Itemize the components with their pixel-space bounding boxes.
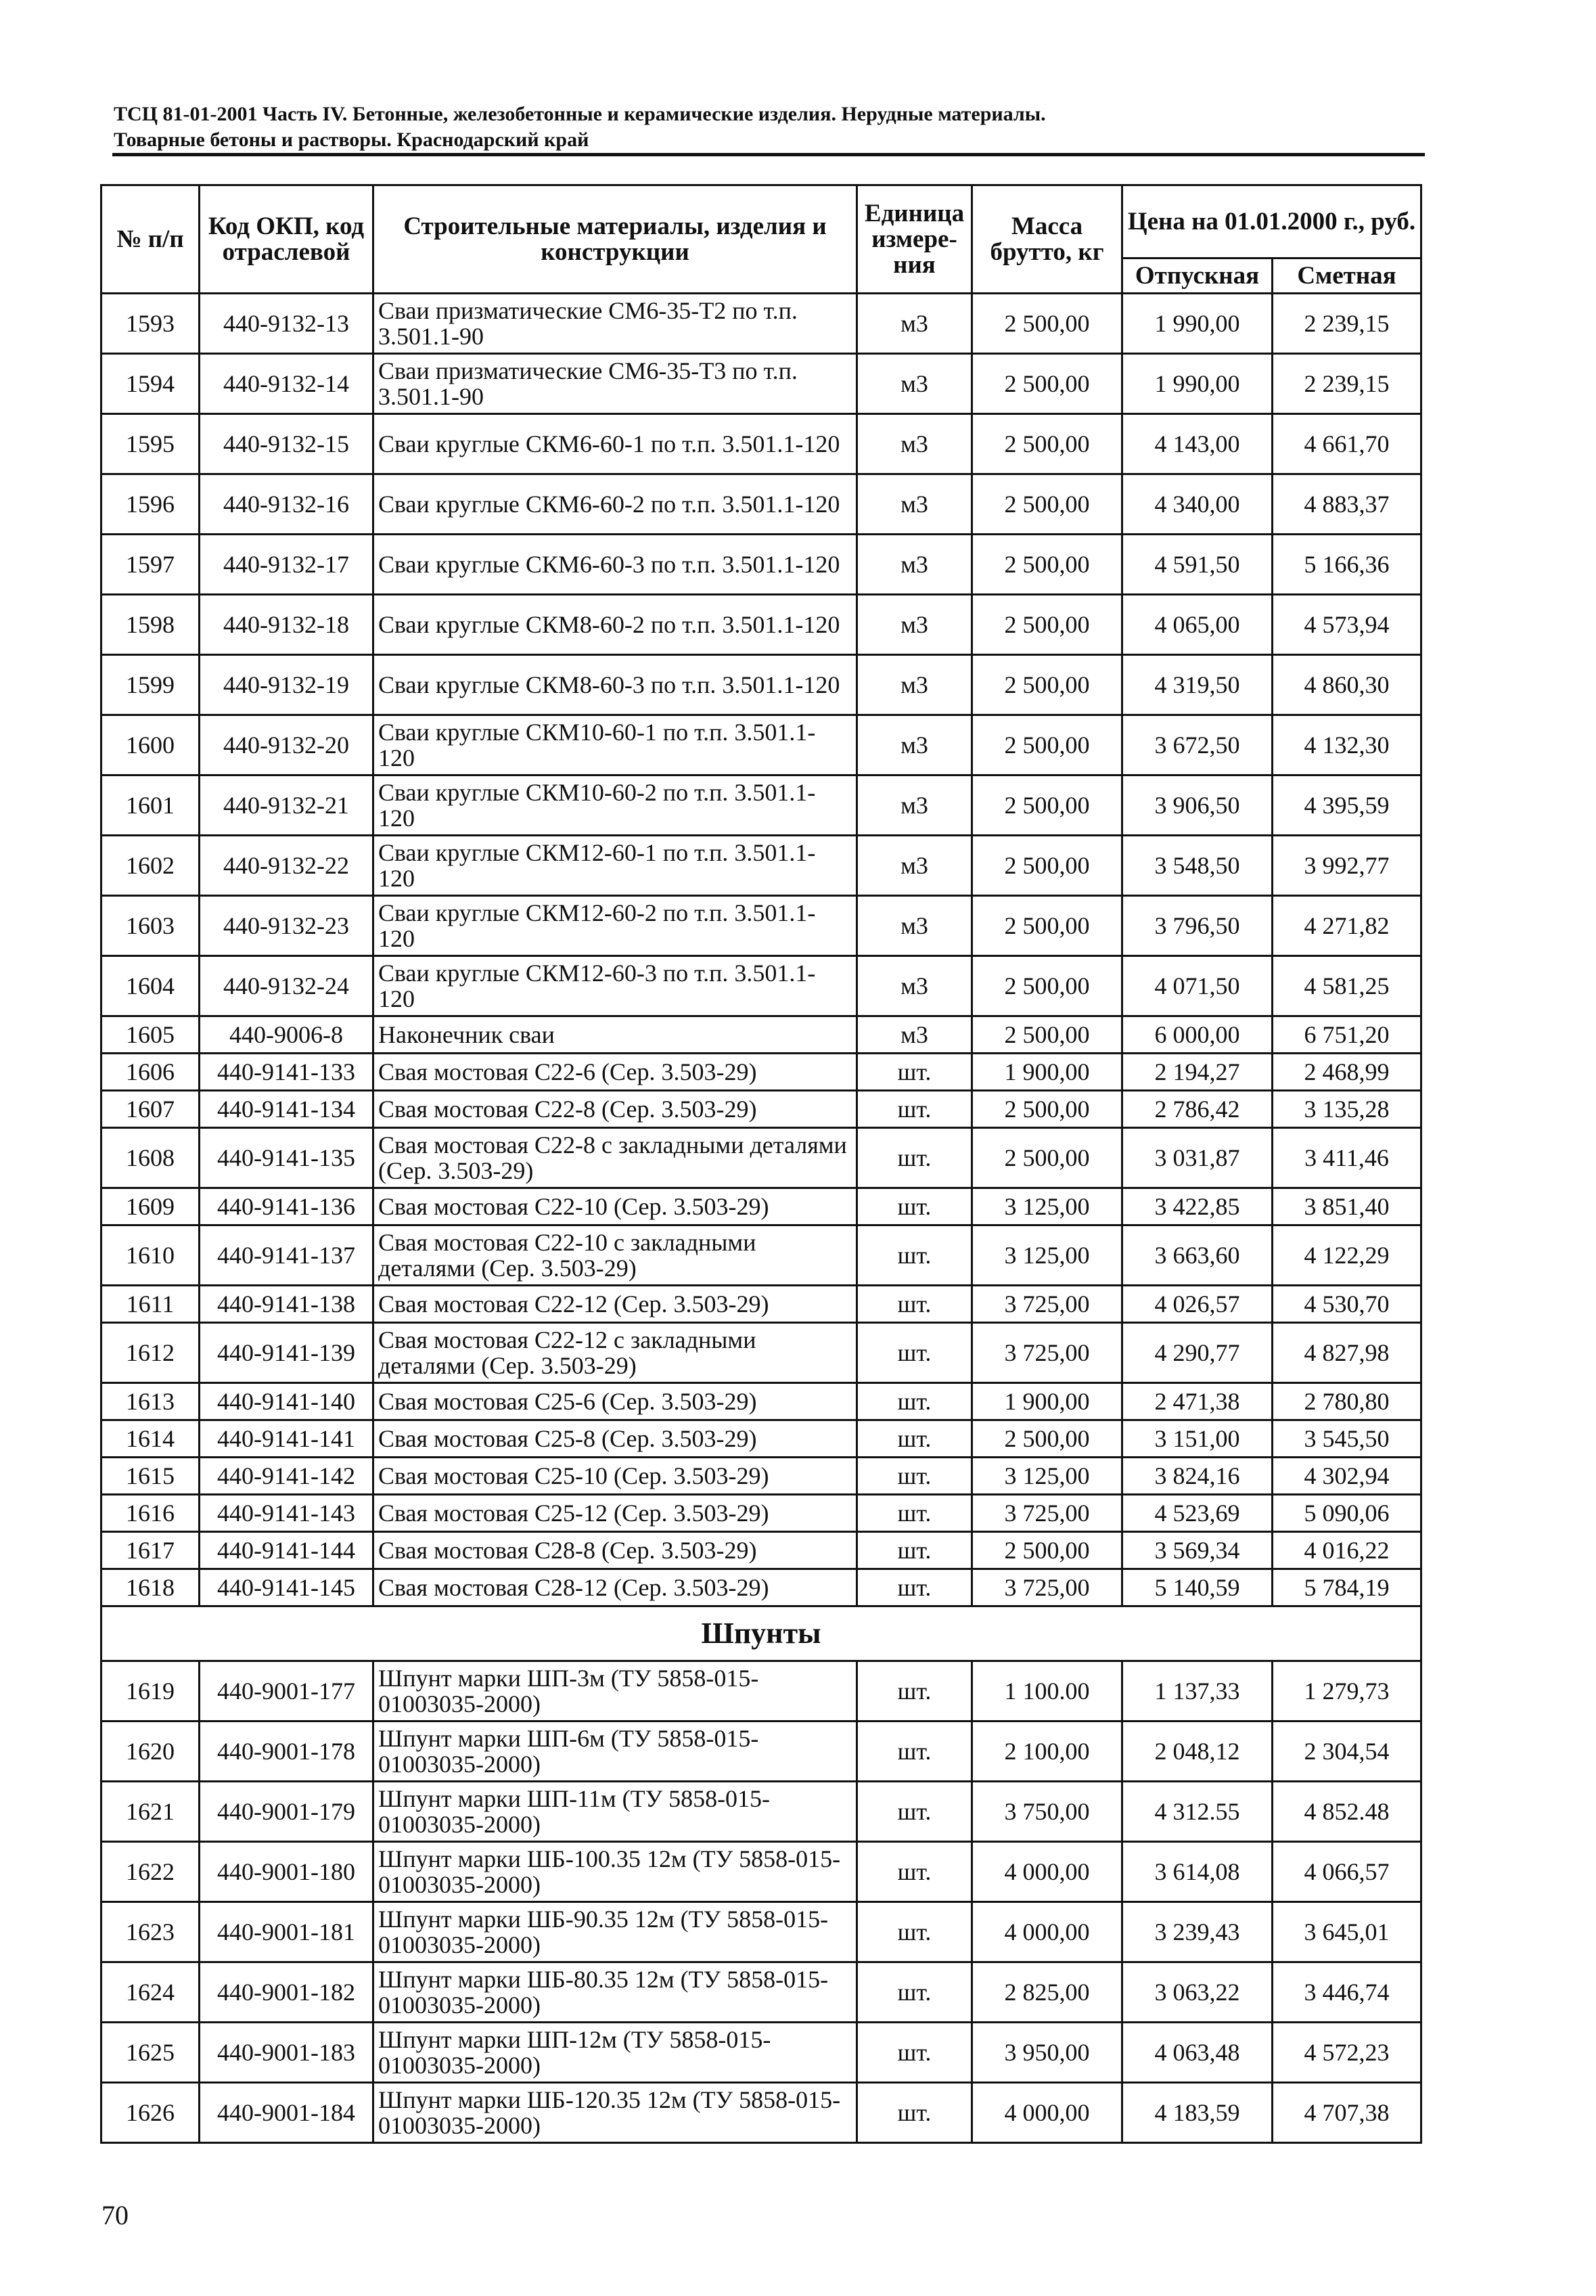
row-price-estimate: 1 279,73 xyxy=(1273,1661,1421,1721)
row-price-estimate: 2 239,15 xyxy=(1273,294,1421,354)
row-mass: 2 500,00 xyxy=(972,354,1122,414)
table-row xyxy=(101,1842,1421,1902)
row-unit: м3 xyxy=(857,595,972,655)
row-unit: м3 xyxy=(857,474,972,535)
row-number: 1599 xyxy=(101,655,200,715)
row-price-estimate: 5 166,36 xyxy=(1273,535,1421,595)
row-price-release: 3 824,16 xyxy=(1122,1458,1273,1495)
row-price-release: 4 312.55 xyxy=(1122,1782,1273,1842)
row-number: 1606 xyxy=(101,1054,200,1091)
row-price-estimate: 4 852.48 xyxy=(1273,1782,1421,1842)
row-name: Сваи круглые СКМ12-60-2 по т.п. 3.501.1-120 xyxy=(373,896,857,956)
row-price-estimate: 5 784,19 xyxy=(1273,1569,1421,1606)
row-name: Свая мостовая С28-8 (Сер. 3.503-29) xyxy=(373,1532,857,1569)
table-row xyxy=(101,1128,1421,1188)
row-price-estimate: 3 135,28 xyxy=(1273,1091,1421,1128)
row-price-release: 3 663,60 xyxy=(1122,1225,1273,1286)
row-code: 440-9001-183 xyxy=(200,2023,373,2083)
row-price-estimate: 4 395,59 xyxy=(1273,775,1421,836)
row-price-estimate: 4 860,30 xyxy=(1273,655,1421,715)
row-price-release: 3 796,50 xyxy=(1122,896,1273,956)
row-name: Сваи круглые СКМ8-60-3 по т.п. 3.501.1-120 xyxy=(373,655,857,715)
table-row xyxy=(101,535,1421,595)
row-unit: м3 xyxy=(857,535,972,595)
row-unit: шт. xyxy=(857,1569,972,1606)
row-code: 440-9141-142 xyxy=(200,1458,373,1495)
row-price-release: 4 591,50 xyxy=(1122,535,1273,595)
row-price-release: 4 319,50 xyxy=(1122,655,1273,715)
row-name: Сваи круглые СКМ6-60-1 по т.п. 3.501.1-120 xyxy=(373,414,857,474)
row-number: 1618 xyxy=(101,1569,200,1606)
row-price-estimate: 4 581,25 xyxy=(1273,956,1421,1016)
row-name: Свая мостовая С22-12 с закладными деталями (Сер. 3.503-29) xyxy=(373,1323,857,1383)
row-price-release: 4 183,59 xyxy=(1122,2083,1273,2143)
row-code: 440-9132-22 xyxy=(200,836,373,896)
row-number: 1613 xyxy=(101,1383,200,1420)
table-row xyxy=(101,1286,1421,1323)
row-unit: шт. xyxy=(857,1661,972,1721)
row-name: Шпунт марки ШБ-100.35 12м (ТУ 5858-015-01003035-2000) xyxy=(373,1842,857,1902)
row-price-estimate: 4 827,98 xyxy=(1273,1323,1421,1383)
row-price-estimate: 3 545,50 xyxy=(1273,1420,1421,1458)
table-row xyxy=(101,836,1421,896)
table-row xyxy=(101,1569,1421,1606)
row-mass: 3 725,00 xyxy=(972,1495,1122,1532)
row-price-release: 1 990,00 xyxy=(1122,294,1273,354)
row-name: Свая мостовая С25-8 (Сер. 3.503-29) xyxy=(373,1420,857,1458)
row-unit: шт. xyxy=(857,1902,972,1962)
row-number: 1602 xyxy=(101,836,200,896)
row-name: Наконечник сваи xyxy=(373,1016,857,1054)
row-price-release: 3 548,50 xyxy=(1122,836,1273,896)
table-row xyxy=(101,655,1421,715)
row-unit: шт. xyxy=(857,1420,972,1458)
row-name: Сваи круглые СКМ12-60-1 по т.п. 3.501.1-120 xyxy=(373,836,857,896)
row-mass: 2 500,00 xyxy=(972,836,1122,896)
row-unit: шт. xyxy=(857,1532,972,1569)
row-code: 440-9141-135 xyxy=(200,1128,373,1188)
row-number: 1615 xyxy=(101,1458,200,1495)
row-price-release: 4 143,00 xyxy=(1122,414,1273,474)
row-unit: м3 xyxy=(857,715,972,775)
row-name: Шпунт марки ШП-11м (ТУ 5858-015-01003035-2000) xyxy=(373,1782,857,1842)
row-mass: 3 125,00 xyxy=(972,1458,1122,1495)
row-number: 1601 xyxy=(101,775,200,836)
row-name: Свая мостовая С22-12 (Сер. 3.503-29) xyxy=(373,1286,857,1323)
row-mass: 2 500,00 xyxy=(972,775,1122,836)
col-mass-header: Масса брутто, кг xyxy=(972,185,1122,294)
row-mass: 1 900,00 xyxy=(972,1054,1122,1091)
table-row xyxy=(101,1962,1421,2023)
row-price-estimate: 4 122,29 xyxy=(1273,1225,1421,1286)
table-row xyxy=(101,294,1421,354)
row-price-estimate: 2 239,15 xyxy=(1273,354,1421,414)
row-price-estimate: 4 302,94 xyxy=(1273,1458,1421,1495)
row-price-release: 4 340,00 xyxy=(1122,474,1273,535)
row-code: 440-9141-145 xyxy=(200,1569,373,1606)
row-number: 1620 xyxy=(101,1721,200,1782)
table-row xyxy=(101,595,1421,655)
row-price-estimate: 4 573,94 xyxy=(1273,595,1421,655)
price-table xyxy=(100,184,1422,2144)
row-number: 1595 xyxy=(101,414,200,474)
row-code: 440-9001-178 xyxy=(200,1721,373,1782)
row-mass: 2 500,00 xyxy=(972,715,1122,775)
row-price-release: 3 614,08 xyxy=(1122,1842,1273,1902)
row-unit: шт. xyxy=(857,2083,972,2143)
table-row xyxy=(101,1225,1421,1286)
table-row xyxy=(101,1383,1421,1420)
row-mass: 3 750,00 xyxy=(972,1782,1122,1842)
row-number: 1619 xyxy=(101,1661,200,1721)
col-price-header: Цена на 01.01.2000 г., руб. xyxy=(1122,185,1421,258)
row-name: Сваи призматические СМ6-35-Т3 по т.п. 3.501.1-90 xyxy=(373,354,857,414)
row-code: 440-9132-23 xyxy=(200,896,373,956)
table-row xyxy=(101,2083,1421,2143)
row-code: 440-9001-180 xyxy=(200,1842,373,1902)
row-price-estimate: 4 016,22 xyxy=(1273,1532,1421,1569)
row-unit: м3 xyxy=(857,836,972,896)
row-price-release: 4 071,50 xyxy=(1122,956,1273,1016)
row-code: 440-9132-18 xyxy=(200,595,373,655)
row-name: Свая мостовая С25-10 (Сер. 3.503-29) xyxy=(373,1458,857,1495)
row-price-release: 3 031,87 xyxy=(1122,1128,1273,1188)
row-unit: м3 xyxy=(857,354,972,414)
row-mass: 3 950,00 xyxy=(972,2023,1122,2083)
row-number: 1623 xyxy=(101,1902,200,1962)
row-price-estimate: 5 090,06 xyxy=(1273,1495,1421,1532)
header-line-2: Товарные бетоны и растворы. Краснодарский край xyxy=(114,129,589,151)
row-number: 1605 xyxy=(101,1016,200,1054)
row-code: 440-9132-16 xyxy=(200,474,373,535)
row-code: 440-9001-182 xyxy=(200,1962,373,2023)
row-price-estimate: 3 446,74 xyxy=(1273,1962,1421,2023)
row-name: Шпунт марки ШП-3м (ТУ 5858-015-01003035-2000) xyxy=(373,1661,857,1721)
row-price-release: 4 065,00 xyxy=(1122,595,1273,655)
page-number: 70 xyxy=(101,2200,129,2230)
row-code: 440-9001-184 xyxy=(200,2083,373,2143)
col-price-release-header: Отпускная xyxy=(1122,258,1273,294)
row-price-estimate: 3 851,40 xyxy=(1273,1188,1421,1225)
row-number: 1611 xyxy=(101,1286,200,1323)
row-code: 440-9141-137 xyxy=(200,1225,373,1286)
row-price-release: 2 194,27 xyxy=(1122,1054,1273,1091)
table-body-piles xyxy=(101,294,1421,1606)
row-price-estimate: 4 661,70 xyxy=(1273,414,1421,474)
row-price-release: 6 000,00 xyxy=(1122,1016,1273,1054)
row-unit: шт. xyxy=(857,2023,972,2083)
table-row xyxy=(101,1016,1421,1054)
row-number: 1593 xyxy=(101,294,200,354)
table-row xyxy=(101,414,1421,474)
section-title: Шпунты xyxy=(101,1606,1421,1661)
row-number: 1612 xyxy=(101,1323,200,1383)
row-code: 440-9132-15 xyxy=(200,414,373,474)
row-price-estimate: 4 707,38 xyxy=(1273,2083,1421,2143)
row-price-release: 4 063,48 xyxy=(1122,2023,1273,2083)
row-name: Свая мостовая С22-10 (Сер. 3.503-29) xyxy=(373,1188,857,1225)
row-unit: шт. xyxy=(857,1495,972,1532)
row-price-estimate: 4 572,23 xyxy=(1273,2023,1421,2083)
row-mass: 2 500,00 xyxy=(972,595,1122,655)
row-mass: 2 500,00 xyxy=(972,1532,1122,1569)
table-row xyxy=(101,1495,1421,1532)
row-price-estimate: 3 992,77 xyxy=(1273,836,1421,896)
row-number: 1596 xyxy=(101,474,200,535)
row-mass: 2 500,00 xyxy=(972,535,1122,595)
row-unit: м3 xyxy=(857,775,972,836)
row-code: 440-9141-134 xyxy=(200,1091,373,1128)
row-mass: 2 500,00 xyxy=(972,1016,1122,1054)
row-unit: шт. xyxy=(857,1383,972,1420)
document-header xyxy=(114,102,1196,153)
row-name: Шпунт марки ШБ-90.35 12м (ТУ 5858-015-01003035-2000) xyxy=(373,1902,857,1962)
row-price-release: 4 290,77 xyxy=(1122,1323,1273,1383)
table-row xyxy=(101,1091,1421,1128)
row-price-estimate: 4 530,70 xyxy=(1273,1286,1421,1323)
row-number: 1622 xyxy=(101,1842,200,1902)
table-body-sheet-piles xyxy=(101,1661,1421,2143)
row-code: 440-9141-138 xyxy=(200,1286,373,1323)
row-mass: 3 725,00 xyxy=(972,1569,1122,1606)
row-mass: 2 500,00 xyxy=(972,414,1122,474)
row-price-release: 3 239,43 xyxy=(1122,1902,1273,1962)
row-price-release: 3 422,85 xyxy=(1122,1188,1273,1225)
row-mass: 2 500,00 xyxy=(972,1128,1122,1188)
row-name: Сваи круглые СКМ6-60-3 по т.п. 3.501.1-120 xyxy=(373,535,857,595)
row-number: 1607 xyxy=(101,1091,200,1128)
row-mass: 1 900,00 xyxy=(972,1383,1122,1420)
row-name: Свая мостовая С25-12 (Сер. 3.503-29) xyxy=(373,1495,857,1532)
row-unit: шт. xyxy=(857,1225,972,1286)
row-price-release: 1 137,33 xyxy=(1122,1661,1273,1721)
row-code: 440-9132-17 xyxy=(200,535,373,595)
row-price-release: 3 569,34 xyxy=(1122,1532,1273,1569)
row-code: 440-9132-13 xyxy=(200,294,373,354)
row-number: 1597 xyxy=(101,535,200,595)
row-name: Сваи круглые СКМ12-60-3 по т.п. 3.501.1-120 xyxy=(373,956,857,1016)
row-mass: 2 500,00 xyxy=(972,1091,1122,1128)
row-price-estimate: 4 066,57 xyxy=(1273,1842,1421,1902)
row-price-release: 2 471,38 xyxy=(1122,1383,1273,1420)
row-unit: шт. xyxy=(857,1054,972,1091)
row-code: 440-9132-14 xyxy=(200,354,373,414)
table-row xyxy=(101,2023,1421,2083)
row-mass: 2 500,00 xyxy=(972,956,1122,1016)
table-row xyxy=(101,1323,1421,1383)
row-name: Сваи круглые СКМ10-60-1 по т.п. 3.501.1-120 xyxy=(373,715,857,775)
table-row xyxy=(101,956,1421,1016)
row-mass: 2 825,00 xyxy=(972,1962,1122,2023)
row-price-release: 1 990,00 xyxy=(1122,354,1273,414)
row-price-release: 2 048,12 xyxy=(1122,1721,1273,1782)
row-price-estimate: 3 645,01 xyxy=(1273,1902,1421,1962)
row-name: Сваи круглые СКМ10-60-2 по т.п. 3.501.1-120 xyxy=(373,775,857,836)
row-code: 440-9132-19 xyxy=(200,655,373,715)
row-unit: шт. xyxy=(857,1188,972,1225)
section-sheet-piles xyxy=(101,1606,1421,1661)
row-unit: м3 xyxy=(857,655,972,715)
row-name: Свая мостовая С25-6 (Сер. 3.503-29) xyxy=(373,1383,857,1420)
table-row xyxy=(101,1902,1421,1962)
row-number: 1604 xyxy=(101,956,200,1016)
row-code: 440-9006-8 xyxy=(200,1016,373,1054)
table-row xyxy=(101,1721,1421,1782)
row-mass: 4 000,00 xyxy=(972,1842,1122,1902)
col-num-header: № п/п xyxy=(101,185,200,294)
row-code: 440-9141-133 xyxy=(200,1054,373,1091)
row-unit: шт. xyxy=(857,1286,972,1323)
row-number: 1624 xyxy=(101,1962,200,2023)
row-number: 1626 xyxy=(101,2083,200,2143)
table-row xyxy=(101,715,1421,775)
row-name: Сваи круглые СКМ6-60-2 по т.п. 3.501.1-120 xyxy=(373,474,857,535)
row-unit: м3 xyxy=(857,956,972,1016)
row-unit: шт. xyxy=(857,1782,972,1842)
row-unit: м3 xyxy=(857,294,972,354)
row-number: 1610 xyxy=(101,1225,200,1286)
header-rule xyxy=(112,153,1425,156)
row-unit: м3 xyxy=(857,896,972,956)
row-number: 1621 xyxy=(101,1782,200,1842)
row-number: 1594 xyxy=(101,354,200,414)
row-code: 440-9001-181 xyxy=(200,1902,373,1962)
row-unit: шт. xyxy=(857,1458,972,1495)
row-price-release: 3 151,00 xyxy=(1122,1420,1273,1458)
col-unit-header: Единица измере-ния xyxy=(857,185,972,294)
table-row xyxy=(101,1188,1421,1225)
row-price-release: 4 523,69 xyxy=(1122,1495,1273,1532)
row-name: Сваи призматические СМ6-35-Т2 по т.п. 3.501.1-90 xyxy=(373,294,857,354)
row-name: Шпунт марки ШП-6м (ТУ 5858-015-01003035-2000) xyxy=(373,1721,857,1782)
table-row xyxy=(101,474,1421,535)
row-number: 1603 xyxy=(101,896,200,956)
row-unit: шт. xyxy=(857,1323,972,1383)
row-name: Шпунт марки ШБ-80.35 12м (ТУ 5858-015-01003035-2000) xyxy=(373,1962,857,2023)
row-mass: 2 500,00 xyxy=(972,1420,1122,1458)
table-row xyxy=(101,354,1421,414)
row-name: Сваи круглые СКМ8-60-2 по т.п. 3.501.1-120 xyxy=(373,595,857,655)
table-header xyxy=(101,185,1421,294)
table-row xyxy=(101,1661,1421,1721)
table-row xyxy=(101,1054,1421,1091)
row-number: 1616 xyxy=(101,1495,200,1532)
row-price-release: 3 063,22 xyxy=(1122,1962,1273,2023)
row-number: 1600 xyxy=(101,715,200,775)
row-price-estimate: 4 132,30 xyxy=(1273,715,1421,775)
row-name: Свая мостовая С22-6 (Сер. 3.503-29) xyxy=(373,1054,857,1091)
row-name: Свая мостовая С22-10 с закладными деталями (Сер. 3.503-29) xyxy=(373,1225,857,1286)
row-mass: 2 500,00 xyxy=(972,655,1122,715)
row-code: 440-9001-179 xyxy=(200,1782,373,1842)
row-price-estimate: 4 271,82 xyxy=(1273,896,1421,956)
row-price-estimate: 2 468,99 xyxy=(1273,1054,1421,1091)
row-code: 440-9141-144 xyxy=(200,1532,373,1569)
table-row xyxy=(101,1782,1421,1842)
row-mass: 2 500,00 xyxy=(972,474,1122,535)
table-row xyxy=(101,896,1421,956)
row-number: 1608 xyxy=(101,1128,200,1188)
col-name-header: Строительные материалы, изделия и конструкции xyxy=(373,185,857,294)
row-mass: 4 000,00 xyxy=(972,2083,1122,2143)
row-unit: шт. xyxy=(857,1128,972,1188)
row-mass: 3 125,00 xyxy=(972,1225,1122,1286)
row-mass: 3 125,00 xyxy=(972,1188,1122,1225)
row-name: Свая мостовая С22-8 (Сер. 3.503-29) xyxy=(373,1091,857,1128)
row-code: 440-9001-177 xyxy=(200,1661,373,1721)
col-code-header: Код ОКП, код отраслевой xyxy=(200,185,373,294)
row-price-release: 5 140,59 xyxy=(1122,1569,1273,1606)
table-row xyxy=(101,775,1421,836)
row-price-estimate: 3 411,46 xyxy=(1273,1128,1421,1188)
row-number: 1614 xyxy=(101,1420,200,1458)
row-code: 440-9141-141 xyxy=(200,1420,373,1458)
table-row xyxy=(101,1420,1421,1458)
row-code: 440-9132-20 xyxy=(200,715,373,775)
header-line-1: ТСЦ 81-01-2001 Часть IV. Бетонные, железобетонные и керамические изделия. Нерудные материалы. xyxy=(114,103,1046,125)
row-price-estimate: 2 780,80 xyxy=(1273,1383,1421,1420)
row-mass: 2 100,00 xyxy=(972,1721,1122,1782)
row-name: Шпунт марки ШП-12м (ТУ 5858-015-01003035-2000) xyxy=(373,2023,857,2083)
row-unit: шт. xyxy=(857,1091,972,1128)
row-mass: 4 000,00 xyxy=(972,1902,1122,1962)
row-name: Свая мостовая С28-12 (Сер. 3.503-29) xyxy=(373,1569,857,1606)
table-row xyxy=(101,1458,1421,1495)
row-mass: 2 500,00 xyxy=(972,294,1122,354)
row-price-estimate: 2 304,54 xyxy=(1273,1721,1421,1782)
row-unit: м3 xyxy=(857,1016,972,1054)
row-number: 1598 xyxy=(101,595,200,655)
row-price-release: 3 672,50 xyxy=(1122,715,1273,775)
row-price-release: 2 786,42 xyxy=(1122,1091,1273,1128)
row-code: 440-9141-143 xyxy=(200,1495,373,1532)
row-number: 1625 xyxy=(101,2023,200,2083)
row-mass: 2 500,00 xyxy=(972,896,1122,956)
row-mass: 3 725,00 xyxy=(972,1323,1122,1383)
row-unit: шт. xyxy=(857,1721,972,1782)
row-code: 440-9141-140 xyxy=(200,1383,373,1420)
row-price-estimate: 4 883,37 xyxy=(1273,474,1421,535)
row-price-estimate: 6 751,20 xyxy=(1273,1016,1421,1054)
row-name: Свая мостовая С22-8 с закладными деталями (Сер. 3.503-29) xyxy=(373,1128,857,1188)
row-number: 1609 xyxy=(101,1188,200,1225)
row-mass: 1 100.00 xyxy=(972,1661,1122,1721)
col-price-estimate-header: Сметная xyxy=(1273,258,1421,294)
row-code: 440-9132-21 xyxy=(200,775,373,836)
row-price-release: 3 906,50 xyxy=(1122,775,1273,836)
row-unit: шт. xyxy=(857,1842,972,1902)
row-code: 440-9132-24 xyxy=(200,956,373,1016)
row-price-release: 4 026,57 xyxy=(1122,1286,1273,1323)
row-name: Шпунт марки ШБ-120.35 12м (ТУ 5858-015-01003035-2000) xyxy=(373,2083,857,2143)
row-unit: шт. xyxy=(857,1962,972,2023)
row-mass: 3 725,00 xyxy=(972,1286,1122,1323)
table-row xyxy=(101,1532,1421,1569)
row-code: 440-9141-136 xyxy=(200,1188,373,1225)
row-code: 440-9141-139 xyxy=(200,1323,373,1383)
row-number: 1617 xyxy=(101,1532,200,1569)
row-unit: м3 xyxy=(857,414,972,474)
